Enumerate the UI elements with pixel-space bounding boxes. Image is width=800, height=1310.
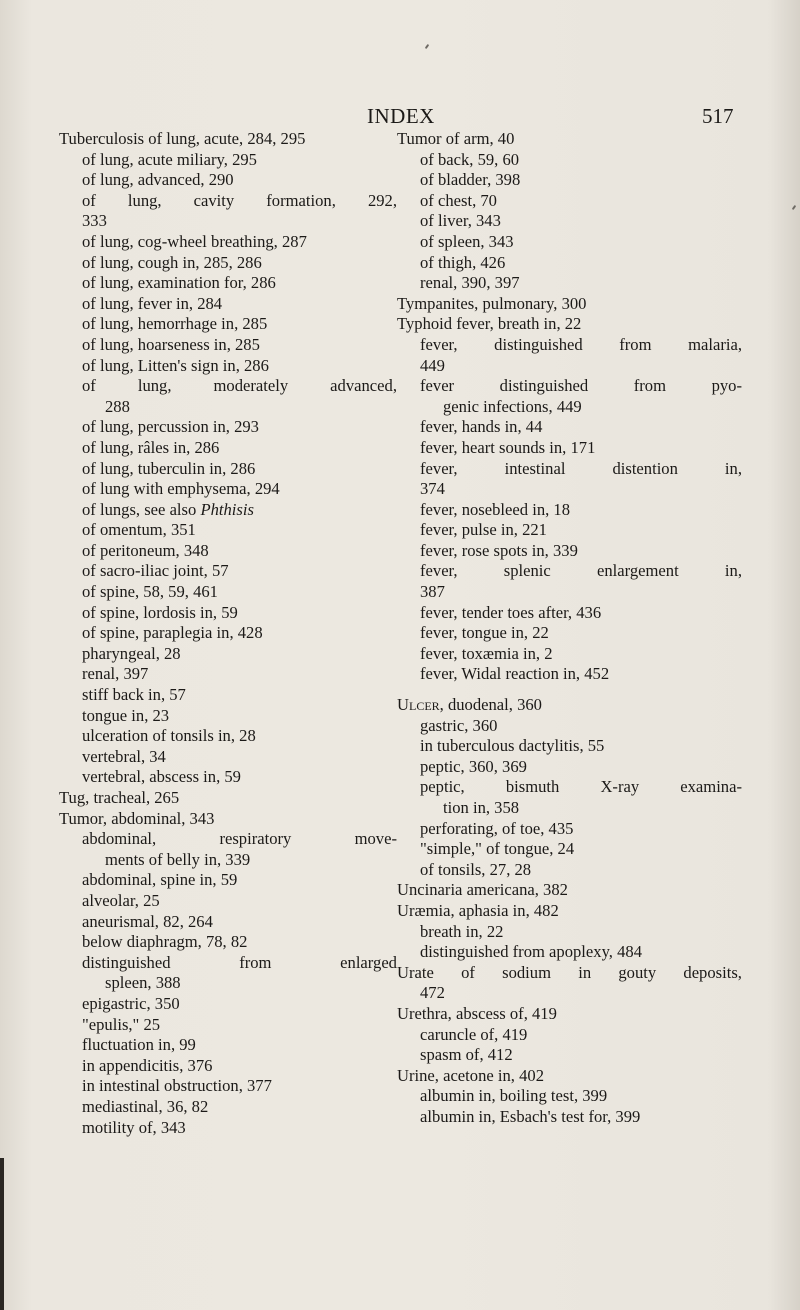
index-subentry: peptic, bismuth X-ray examina- bbox=[420, 777, 742, 797]
index-subentry: of thigh, 426 bbox=[420, 252, 506, 272]
index-main-entry: Uræmia, aphasia in, 482 bbox=[397, 900, 559, 920]
index-main-entry: Urethra, abscess of, 419 bbox=[397, 1003, 557, 1023]
index-subentry: below diaphragm, 78, 82 bbox=[82, 932, 248, 952]
index-subentry: of chest, 70 bbox=[420, 190, 497, 210]
index-subentry: of lung with emphysema, 294 bbox=[82, 479, 280, 499]
index-subentry: of spine, 58, 59, 461 bbox=[82, 582, 218, 602]
index-main-entry: Tympanites, pulmonary, 300 bbox=[397, 293, 587, 313]
index-subentry: fever, tongue in, 22 bbox=[420, 623, 549, 643]
index-subentry: renal, 397 bbox=[82, 664, 149, 684]
index-subentry: of bladder, 398 bbox=[420, 170, 521, 190]
index-subentry: of lung, Litten's sign in, 286 bbox=[82, 355, 269, 375]
index-main-entry: Ulcer, duodenal, 360 bbox=[397, 695, 542, 715]
paper-fleck bbox=[425, 44, 430, 49]
index-subentry: "epulis," 25 bbox=[82, 1014, 161, 1034]
index-subentry: spleen, 388 bbox=[105, 973, 181, 993]
index-main-entry: Uncinaria americana, 382 bbox=[397, 880, 568, 900]
index-subentry: tongue in, 23 bbox=[82, 705, 170, 725]
index-subentry: abdominal, spine in, 59 bbox=[82, 870, 238, 890]
index-subentry: fever, toxæmia in, 2 bbox=[420, 643, 553, 663]
index-subentry: vertebral, 34 bbox=[82, 746, 166, 766]
index-subentry: genic infections, 449 bbox=[443, 396, 582, 416]
index-subentry: ulceration of tonsils in, 28 bbox=[82, 726, 256, 746]
index-subentry: in tuberculous dactylitis, 55 bbox=[420, 736, 605, 756]
index-subentry: of lung, râles in, 286 bbox=[82, 437, 220, 457]
index-subentry: pharyngeal, 28 bbox=[82, 643, 181, 663]
index-subentry: of lung, percussion in, 293 bbox=[82, 417, 259, 437]
index-subentry: fever, rose spots in, 339 bbox=[420, 540, 578, 560]
index-subentry: of lung, cough in, 285, 286 bbox=[82, 252, 262, 272]
index-subentry: 387 bbox=[420, 582, 445, 602]
index-subentry: of lung, cavity formation, 292, bbox=[82, 190, 397, 210]
index-subentry: tion in, 358 bbox=[443, 798, 520, 817]
index-subentry: fever, tender toes after, 436 bbox=[420, 602, 602, 622]
index-subentry: of lung, fever in, 284 bbox=[82, 293, 223, 313]
index-subentry: fever, hands in, 44 bbox=[420, 417, 543, 437]
index-subentry: distinguished from enlarged bbox=[82, 952, 397, 972]
index-main-entry: Tumor, abdominal, 343 bbox=[59, 808, 215, 828]
index-subentry: albumin in, Esbach's test for, 399 bbox=[420, 1106, 641, 1126]
index-subentry: renal, 390, 397 bbox=[420, 273, 520, 293]
index-subentry: of omentum, 351 bbox=[82, 520, 196, 540]
index-subentry: of lung, hoarseness in, 285 bbox=[82, 334, 260, 354]
index-subentry: fever, nosebleed in, 18 bbox=[420, 499, 571, 519]
index-subentry: of tonsils, 27, 28 bbox=[420, 859, 532, 879]
index-subentry: fever, pulse in, 221 bbox=[420, 520, 547, 540]
index-subentry: abdominal, respiratory move- bbox=[82, 829, 397, 849]
index-subentry: of lung, advanced, 290 bbox=[82, 170, 234, 190]
index-subentry: of lung, cog-wheel breathing, 287 bbox=[82, 231, 307, 251]
index-column-left bbox=[59, 129, 397, 1138]
index-subentry: in appendicitis, 376 bbox=[82, 1055, 213, 1075]
index-subentry: of lung, hemorrhage in, 285 bbox=[82, 314, 268, 334]
index-subentry: fever distinguished from pyo- bbox=[420, 376, 742, 396]
index-subentry: 288 bbox=[105, 396, 130, 416]
index-subentry: alveolar, 25 bbox=[82, 890, 160, 910]
index-subentry: caruncle of, 419 bbox=[420, 1024, 528, 1044]
index-subentry: aneurismal, 82, 264 bbox=[82, 911, 213, 931]
index-subentry: motility of, 343 bbox=[82, 1117, 186, 1137]
index-subentry: of sacro-iliac joint, 57 bbox=[82, 561, 229, 581]
index-subentry: fever, distinguished from malaria, bbox=[420, 334, 742, 354]
index-subentry: distinguished from apoplexy, 484 bbox=[420, 942, 642, 962]
index-subentry: ments of belly in, 339 bbox=[105, 849, 251, 869]
index-subentry: 472 bbox=[420, 983, 445, 1003]
index-subentry: breath in, 22 bbox=[420, 921, 504, 941]
index-subentry: "simple," of tongue, 24 bbox=[420, 839, 575, 859]
index-subentry: of lungs, see also Phthisis bbox=[82, 499, 254, 519]
index-subentry: 374 bbox=[420, 479, 445, 499]
index-subentry: of lung, examination for, 286 bbox=[82, 273, 276, 293]
index-subentry: fluctuation in, 99 bbox=[82, 1035, 196, 1055]
index-subentry: peptic, 360, 369 bbox=[420, 756, 527, 776]
index-subentry: mediastinal, 36, 82 bbox=[82, 1096, 209, 1116]
index-subentry: stiff back in, 57 bbox=[82, 685, 186, 705]
index-subentry: albumin in, boiling test, 399 bbox=[420, 1086, 608, 1106]
index-column-right bbox=[397, 129, 742, 1128]
index-subentry: fever, Widal reaction in, 452 bbox=[420, 664, 610, 684]
index-subentry: of lung, moderately advanced, bbox=[82, 376, 397, 396]
index-subentry: epigastric, 350 bbox=[82, 993, 180, 1013]
index-subentry: of spine, lordosis in, 59 bbox=[82, 602, 238, 622]
index-subentry: gastric, 360 bbox=[420, 715, 498, 735]
index-subentry: perforating, of toe, 435 bbox=[420, 818, 574, 838]
page-number: 517 bbox=[702, 104, 734, 128]
index-main-entry: Typhoid fever, breath in, 22 bbox=[397, 314, 582, 334]
section-gap bbox=[397, 685, 742, 695]
index-subentry: of back, 59, 60 bbox=[420, 149, 520, 169]
index-subentry: of liver, 343 bbox=[420, 211, 501, 231]
index-main-entry: Urate of sodium in gouty deposits, bbox=[397, 962, 742, 982]
index-main-entry: Tug, tracheal, 265 bbox=[59, 788, 180, 807]
index-subentry: vertebral, abscess in, 59 bbox=[82, 767, 241, 787]
index-subentry: fever, intestinal distention in, bbox=[420, 458, 742, 478]
index-subentry: 333 bbox=[82, 211, 107, 231]
index-subentry: 449 bbox=[420, 355, 445, 375]
index-subentry: spasm of, 412 bbox=[420, 1045, 513, 1065]
running-title: INDEX bbox=[367, 104, 435, 128]
index-subentry: of spleen, 343 bbox=[420, 231, 514, 251]
index-subentry: of lung, acute miliary, 295 bbox=[82, 149, 257, 169]
page-header bbox=[0, 104, 800, 130]
index-subentry: fever, splenic enlargement in, bbox=[420, 561, 742, 581]
index-subentry: of lung, tuberculin in, 286 bbox=[82, 458, 256, 478]
index-main-entry: Tuberculosis of lung, acute, 284, 295 bbox=[59, 129, 306, 148]
index-subentry: of peritoneum, 348 bbox=[82, 540, 209, 560]
index-main-entry: Tumor of arm, 40 bbox=[397, 129, 515, 148]
index-main-entry: Urine, acetone in, 402 bbox=[397, 1065, 544, 1085]
index-subentry: fever, heart sounds in, 171 bbox=[420, 437, 596, 457]
page-edge-shadow bbox=[0, 1158, 4, 1310]
paper-fleck bbox=[792, 205, 797, 210]
index-subentry: in intestinal obstruction, 377 bbox=[82, 1076, 272, 1096]
index-subentry: of spine, paraplegia in, 428 bbox=[82, 623, 263, 643]
